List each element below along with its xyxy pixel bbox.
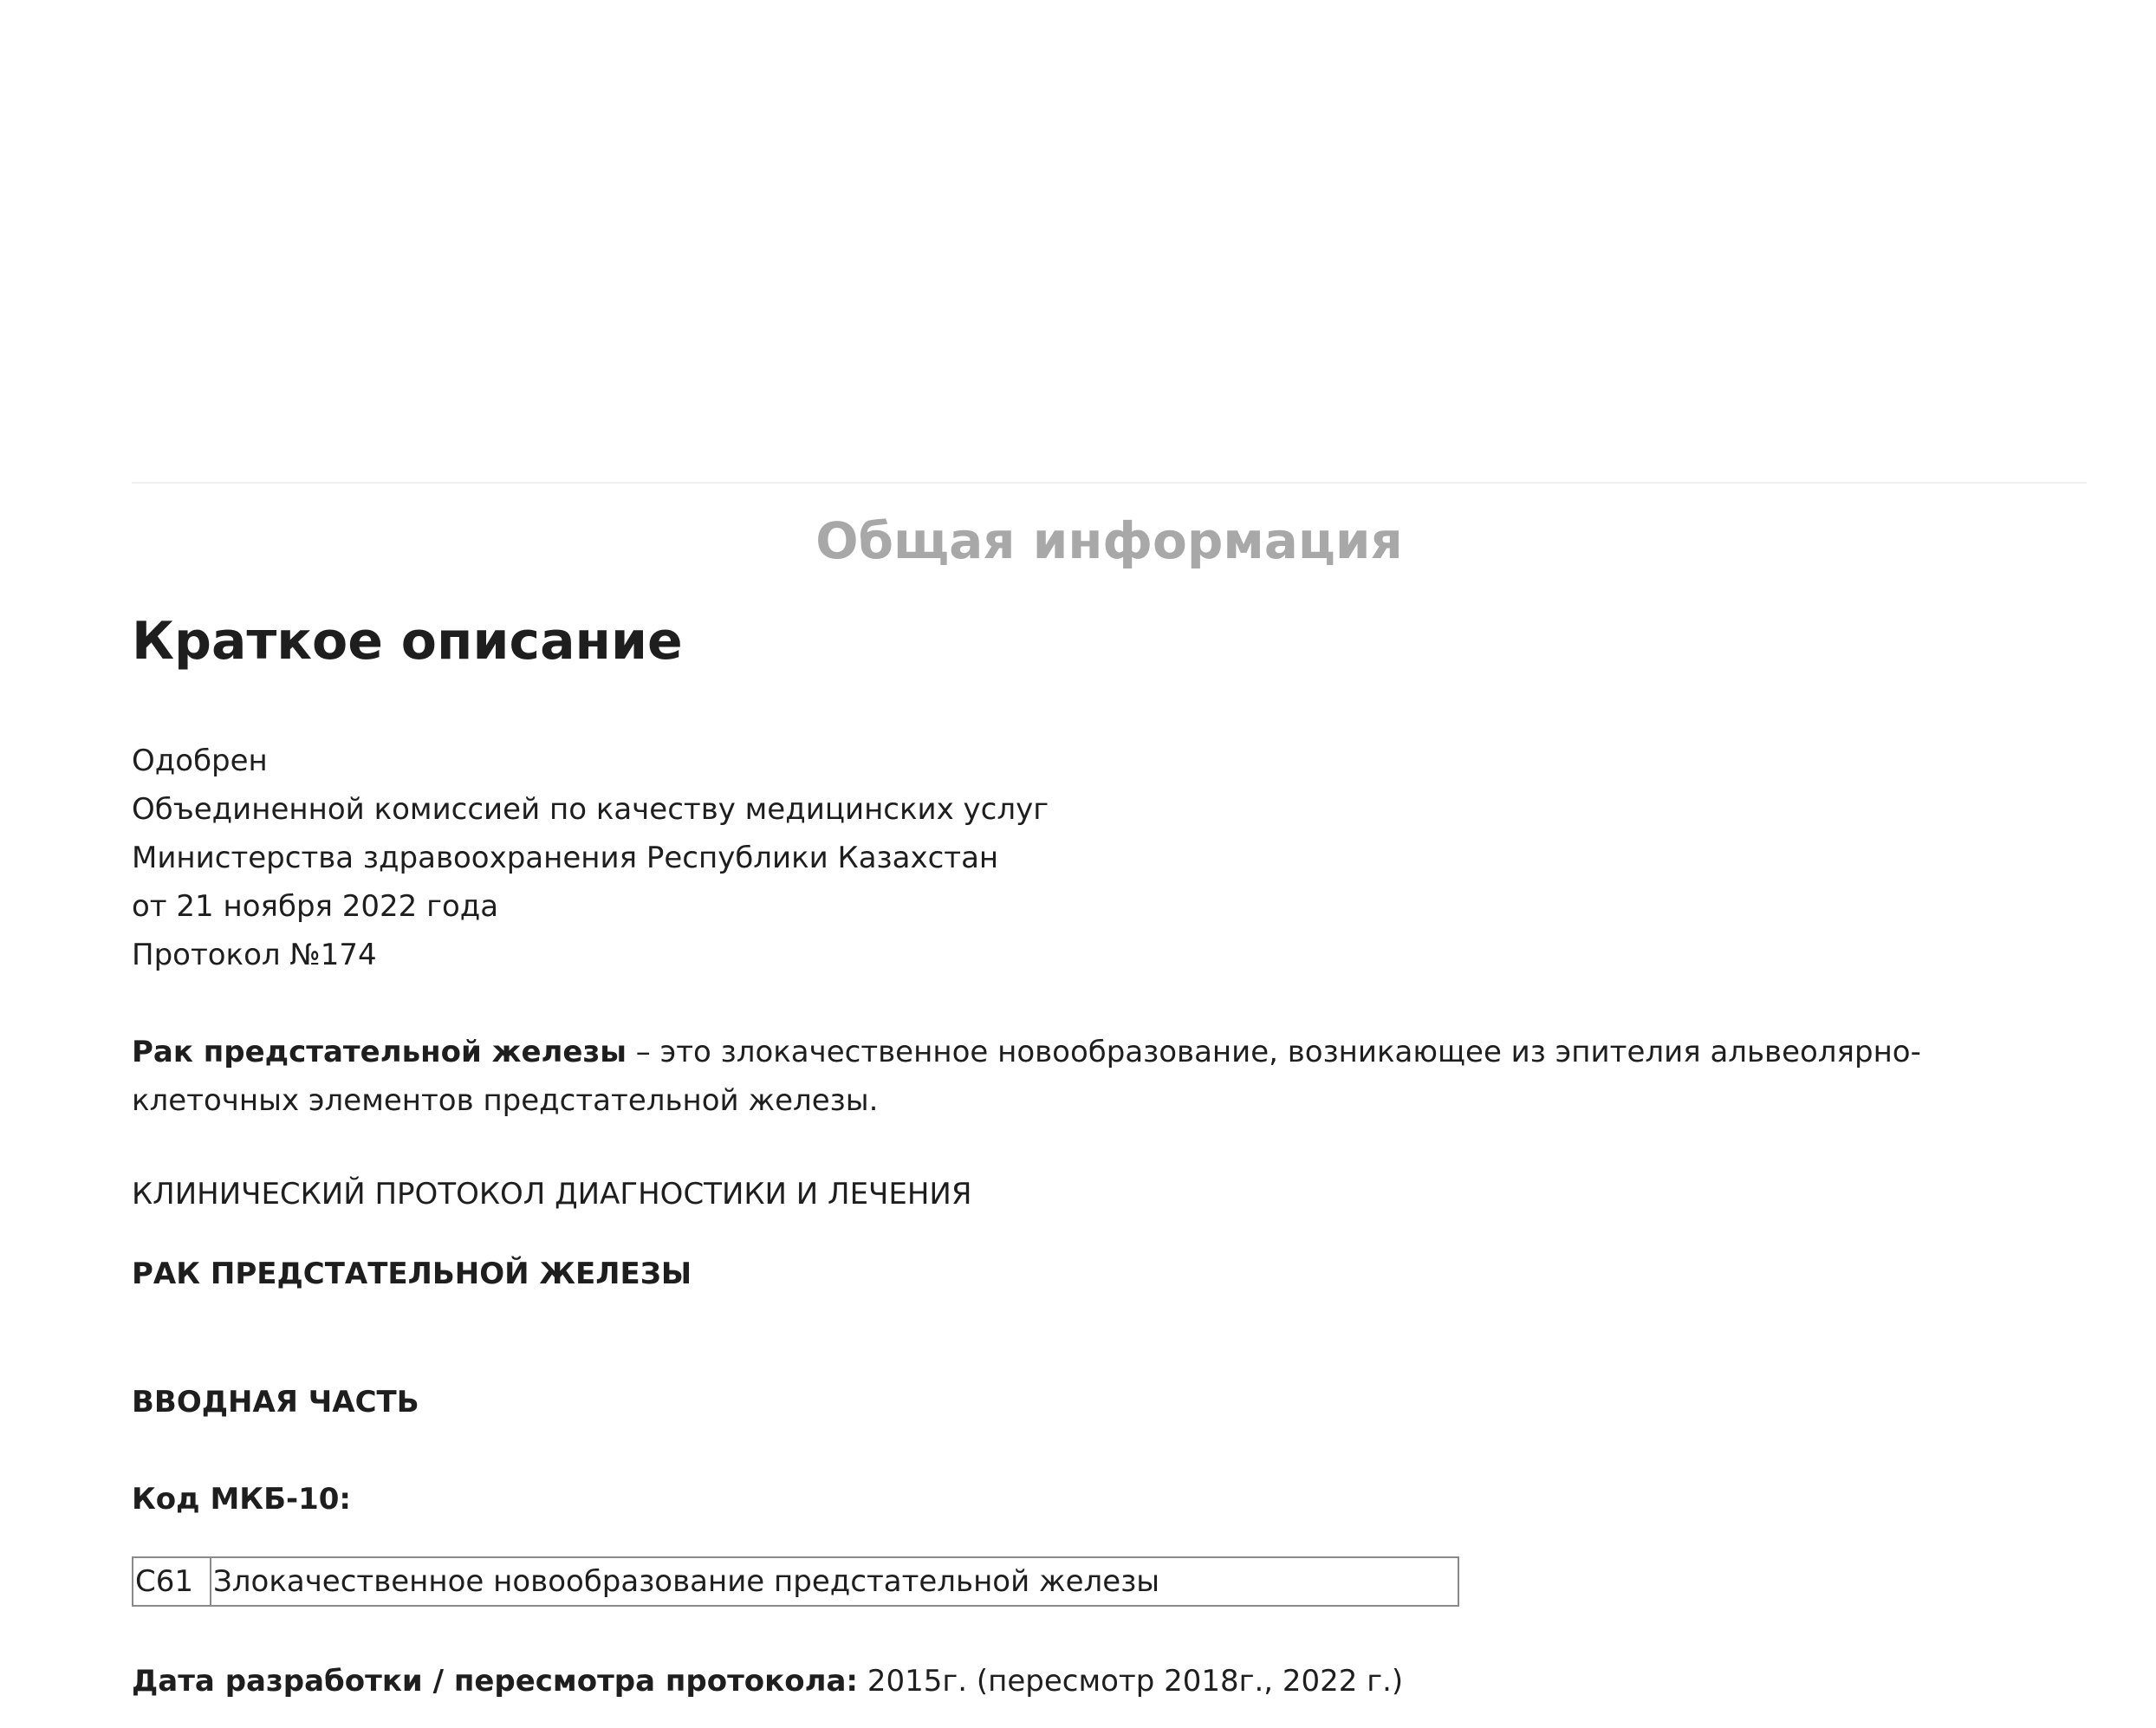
dates-value: 2015г. (пересмотр 2018г., 2022 г.) [858,1664,1404,1699]
mkb-label: Код МКБ-10: [132,1482,352,1517]
definition-term: Рак предстательной железы [132,1035,627,1069]
mkb-code-cell: C61 [133,1557,211,1606]
approval-line: Объединенной комиссией по качеству медицинских услуг [132,792,1049,827]
approval-line: от 21 ноября 2022 года [132,889,499,924]
document-page [132,0,2087,1728]
dates-line [132,1657,1403,1705]
approval-block [132,737,1049,979]
divider [132,482,2087,484]
approval-line: Протокол №174 [132,938,377,972]
page-heading: Краткое описание [132,611,683,672]
protocol-title: КЛИНИЧЕСКИЙ ПРОТОКОЛ ДИАГНОСТИКИ И ЛЕЧЕНИЯ [132,1177,972,1212]
mkb-table [132,1556,1459,1607]
disease-title: РАК ПРЕДСТАТЕЛЬНОЙ ЖЕЛЕЗЫ [132,1257,692,1291]
table-row [133,1557,1458,1606]
approval-line: Министерства здравоохранения Республики Казахстан [132,841,999,875]
approval-line: Одобрен [132,744,268,778]
definition-text: – это злокачественное новообразование, возникающее из эпителия альвеолярно-клеточных элементов предстательной железы. [132,1035,1921,1118]
definition-paragraph [132,1028,2087,1125]
section-title: Общая информация [815,511,1403,570]
dates-label: Дата разработки / пересмотра протокола: [132,1664,859,1699]
intro-title: ВВОДНАЯ ЧАСТЬ [132,1385,419,1419]
mkb-name-cell: Злокачественное новообразование предстательной железы [211,1557,1458,1606]
